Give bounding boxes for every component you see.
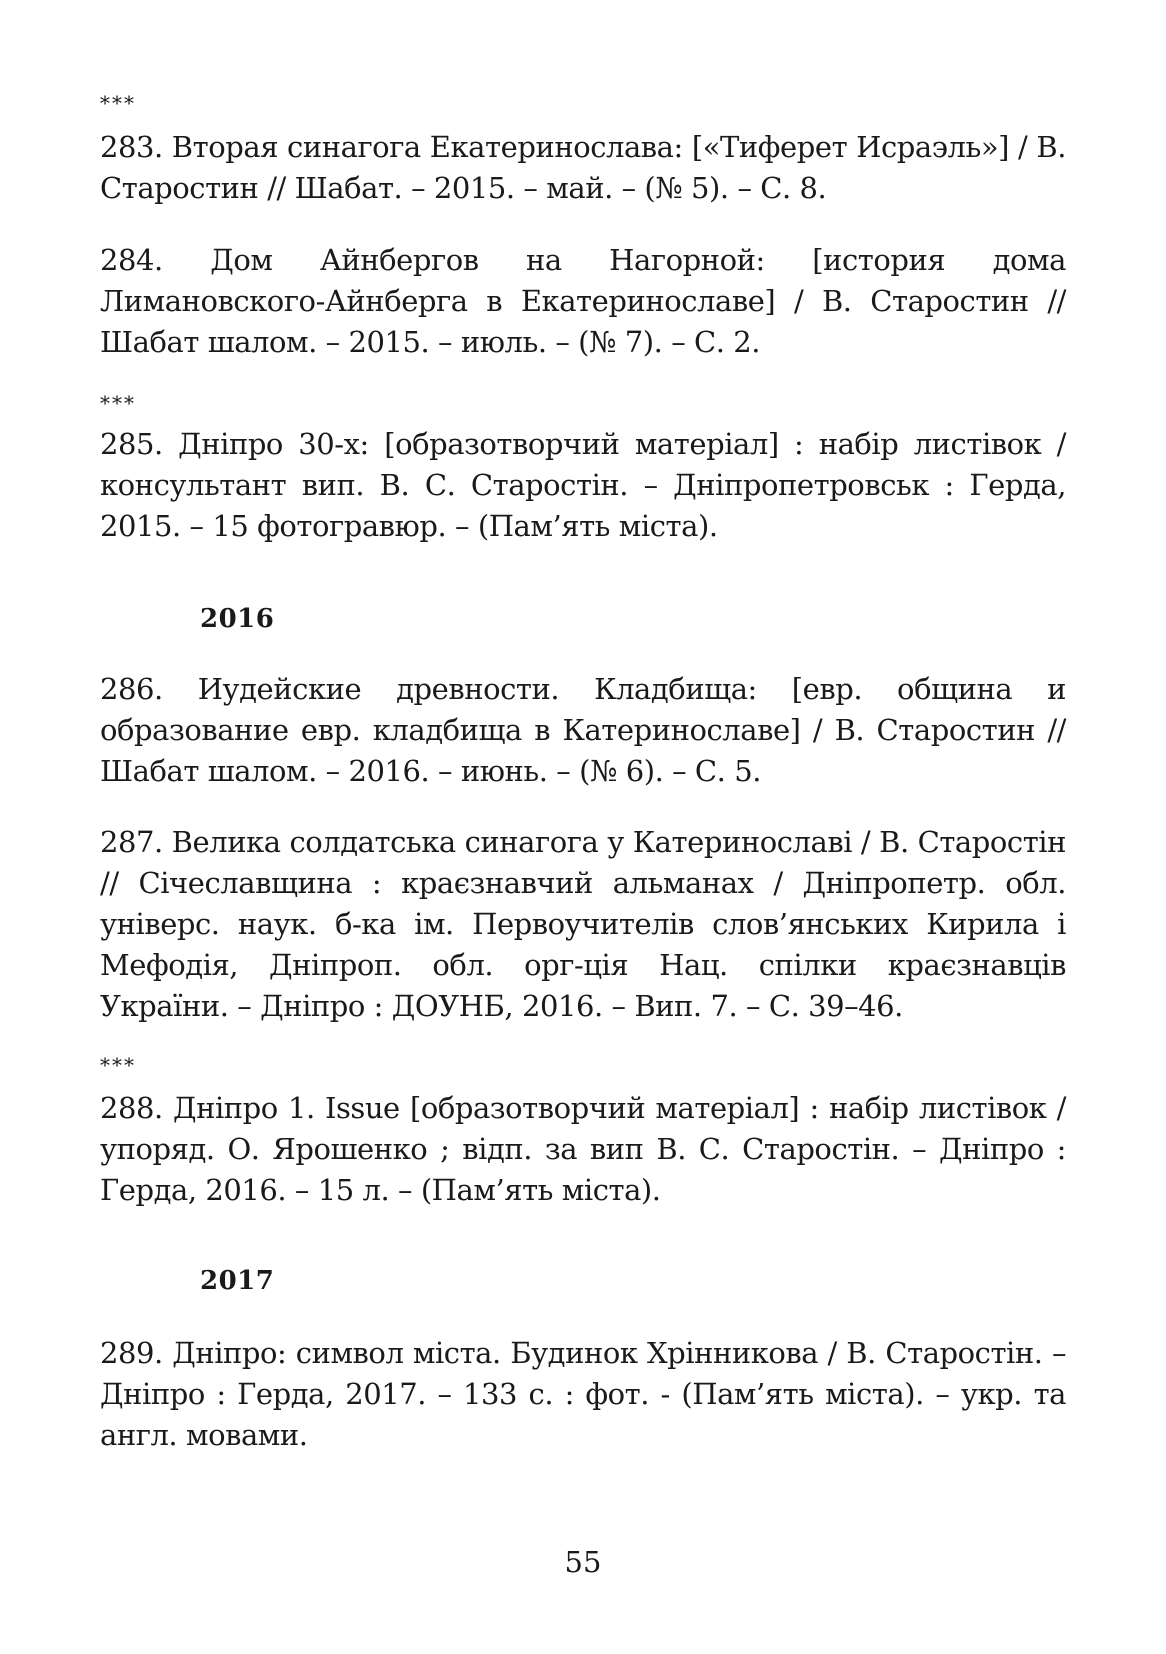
bibliography-entry-288: 288. Дніпро 1. Issue [образотворчий матеріал] : набір листівок / упоряд. О. Ярошенко ; відп. за вип В. С. Старостін. – Дніпро : Герда, 2016. – 15 л. – (Пам’ять міста). [100, 1091, 1066, 1207]
bibliography-entry-286: 286. Иудейские древности. Кладбища: [евр. община и образование евр. кладбища в Катеринославе] / В. Старостин // Шабат шалом. – 2016. – июнь. – (№ 6). – С. 5. [100, 672, 1066, 788]
page-number: 55 [564, 1545, 602, 1579]
bibliography-entry-289: 289. Дніпро: символ міста. Будинок Хрінникова / В. Старостін. – Дніпро : Герда, 2017. – 133 с. : фот. - (Пам’ять міста). – укр. та англ. мовами. [100, 1336, 1066, 1452]
section-separator: *** [100, 91, 136, 115]
bibliography-entry-283: 283. Вторая синагога Екатеринослава: [«Тиферет Исраэль»] / В. Старостин // Шабат. – 2015. – май. – (№ 5). – С. 8. [100, 130, 1066, 205]
section-separator: *** [100, 1053, 136, 1077]
year-heading-2016: 2016 [200, 604, 275, 634]
year-heading-2017: 2017 [200, 1266, 275, 1296]
bibliography-entry-285: 285. Дніпро 30-х: [образотворчий матеріал] : набір листівок / консультант вип. В. С. Старостін. – Дніпропетровськ : Герда, 2015. – 15 фотогравюр. – (Пам’ять міста). [100, 427, 1066, 543]
section-separator: *** [100, 391, 136, 415]
bibliography-entry-287: 287. Велика солдатська синагога у Катеринославі / В. Старостін // Січеславщина : краєзнавчий альманах / Дніпропетр. обл. універс. наук. б-ка ім. Первоучителів слов’янських Кирила і Мефодія, Дніпроп. обл. орг-ція Нац. спілки краєзнавців України. – Дніпро : ДОУНБ, 2016. – Вип. 7. – С. 39–46. [100, 825, 1066, 1023]
bibliography-entry-284: 284. Дом Айнбергов на Нагорной: [история дома Лимановского-Айнберга в Екатеринославе] / В. Старостин // Шабат шалом. – 2015. – июль. – (№ 7). – С. 2. [100, 243, 1066, 359]
document-page [100, 0, 1066, 1654]
